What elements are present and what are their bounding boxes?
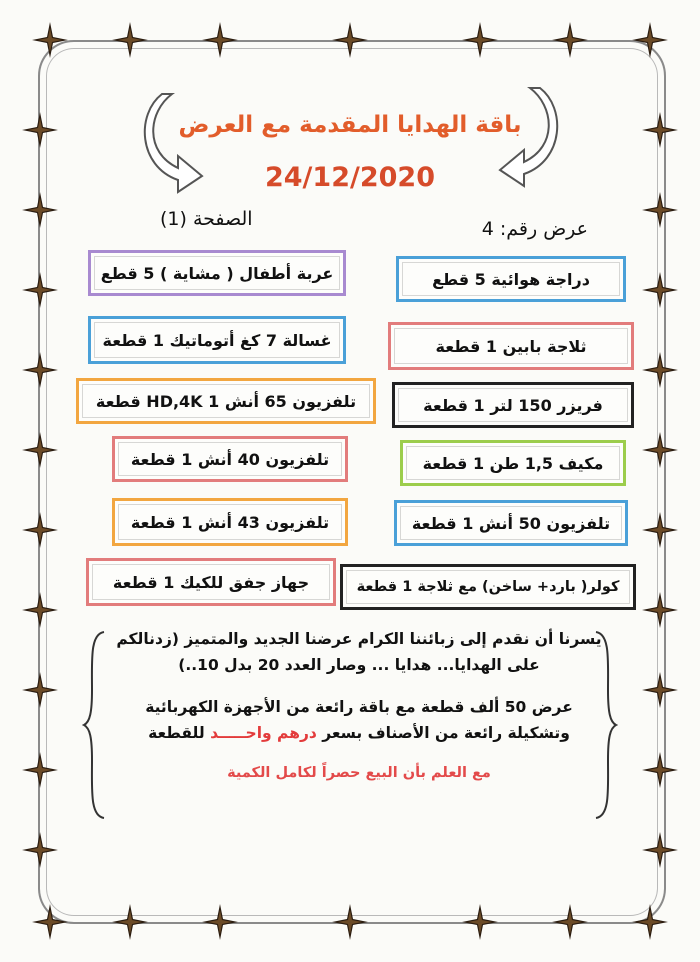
star-ornament-icon bbox=[22, 752, 58, 788]
gift-item: تلفزيون 50 أنش 1 قطعة bbox=[394, 500, 628, 546]
star-ornament-icon bbox=[202, 904, 238, 940]
star-ornament-icon bbox=[22, 432, 58, 468]
message-line: عرض 50 ألف قطعة مع باقة رائعة من الأجهزة الكهربائية bbox=[145, 698, 573, 716]
message-line: وتشكيلة رائعة من الأصناف بسعر درهم واحـــــد للقطعة bbox=[148, 724, 570, 742]
star-ornament-icon bbox=[22, 272, 58, 308]
message-line: يسرنا أن نقدم إلى زبائننا الكرام عرضنا الجديد والمتميز (زدنالكم bbox=[116, 630, 602, 648]
star-ornament-icon bbox=[22, 832, 58, 868]
star-ornament-icon bbox=[632, 904, 668, 940]
star-ornament-icon bbox=[22, 672, 58, 708]
message-line: على الهدايا... هدايا ... وصار العدد 20 بدل 10..) bbox=[178, 656, 540, 674]
star-ornament-icon bbox=[642, 512, 678, 548]
gift-item: تلفزيون 65 أنش HD,4K 1 قطعة bbox=[76, 378, 376, 424]
gift-item: مكيف 1,5 طن 1 قطعة bbox=[400, 440, 626, 486]
star-ornament-icon bbox=[202, 22, 238, 58]
star-ornament-icon bbox=[22, 592, 58, 628]
star-ornament-icon bbox=[552, 904, 588, 940]
star-ornament-icon bbox=[642, 352, 678, 388]
gift-item: تلفزيون 40 أنش 1 قطعة bbox=[112, 436, 348, 482]
star-ornament-icon bbox=[32, 904, 68, 940]
star-ornament-icon bbox=[642, 752, 678, 788]
sale-note: مع العلم بأن البيع حصراً لكامل الكمية bbox=[227, 765, 491, 781]
gift-item: كولر( بارد+ ساخن) مع ثلاجة 1 قطعة bbox=[340, 564, 636, 610]
gift-item: تلفزيون 43 أنش 1 قطعة bbox=[112, 498, 348, 546]
gift-item: غسالة 7 كغ أتوماتيك 1 قطعة bbox=[88, 316, 346, 364]
star-ornament-icon bbox=[112, 904, 148, 940]
left-brace-icon bbox=[82, 630, 108, 820]
page-number: الصفحة (1) bbox=[160, 208, 253, 230]
gift-item: دراجة هوائية 5 قطع bbox=[396, 256, 626, 302]
star-ornament-icon bbox=[642, 272, 678, 308]
star-ornament-icon bbox=[462, 22, 498, 58]
gift-item: فريزر 150 لتر 1 قطعة bbox=[392, 382, 634, 428]
price-highlight: درهم واحـــــد bbox=[210, 724, 317, 742]
star-ornament-icon bbox=[642, 592, 678, 628]
star-ornament-icon bbox=[642, 832, 678, 868]
star-ornament-icon bbox=[642, 432, 678, 468]
star-ornament-icon bbox=[22, 192, 58, 228]
star-ornament-icon bbox=[32, 22, 68, 58]
star-ornament-icon bbox=[22, 112, 58, 148]
star-ornament-icon bbox=[22, 512, 58, 548]
gift-item: جهاز جفق للكيك 1 قطعة bbox=[86, 558, 336, 606]
star-ornament-icon bbox=[332, 904, 368, 940]
star-ornament-icon bbox=[642, 192, 678, 228]
star-ornament-icon bbox=[632, 22, 668, 58]
gift-item: ثلاجة بابين 1 قطعة bbox=[388, 322, 634, 370]
star-ornament-icon bbox=[642, 672, 678, 708]
offer-number: عرض رقم: 4 bbox=[481, 218, 588, 240]
star-ornament-icon bbox=[642, 112, 678, 148]
star-ornament-icon bbox=[22, 352, 58, 388]
offer-date: 24/12/2020 bbox=[264, 162, 435, 193]
star-ornament-icon bbox=[462, 904, 498, 940]
gift-item: عربة أطفال ( مشاية ) 5 قطع bbox=[88, 250, 346, 296]
star-ornament-icon bbox=[332, 22, 368, 58]
star-ornament-icon bbox=[552, 22, 588, 58]
offer-message bbox=[112, 626, 606, 786]
page-title: باقة الهدايا المقدمة مع العرض bbox=[178, 112, 522, 138]
star-ornament-icon bbox=[112, 22, 148, 58]
